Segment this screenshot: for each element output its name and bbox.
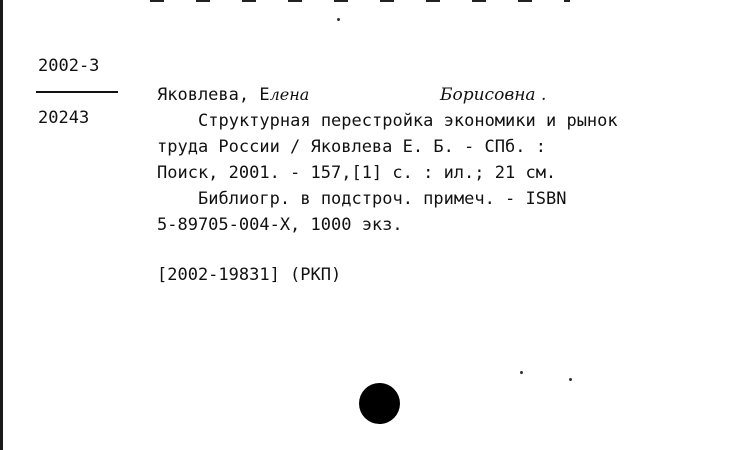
author-printed: Яковлева, Е <box>157 85 270 105</box>
author-handwritten-patronymic: Борисовна . <box>440 85 547 105</box>
notes-line-1: Библиогр. в подстроч. примеч. - ISBN <box>198 189 567 209</box>
registry-number: [2002-19831] (РКП) <box>157 265 342 285</box>
inventory-number: 20243 <box>38 108 90 128</box>
title-line-3: Поиск, 2001. - 157,[1] с. : ил.; 21 см. <box>157 163 557 183</box>
speck <box>337 18 340 21</box>
call-number: 2002-3 <box>38 56 100 76</box>
notes-line-2: 5-89705-004-X, 1000 экз. <box>157 215 403 235</box>
author-heading <box>157 85 309 105</box>
speck <box>520 371 523 374</box>
card-left-edge <box>0 0 3 450</box>
title-line-1: Структурная перестройка экономики и рынок <box>198 111 618 131</box>
top-edge-marks <box>150 0 570 2</box>
call-number-divider <box>36 91 118 93</box>
author-handwritten-given: лена <box>269 85 310 104</box>
punch-hole <box>359 383 400 424</box>
speck <box>569 378 572 381</box>
title-line-2: труда России / Яковлева Е. Б. - СПб. : <box>157 137 546 157</box>
